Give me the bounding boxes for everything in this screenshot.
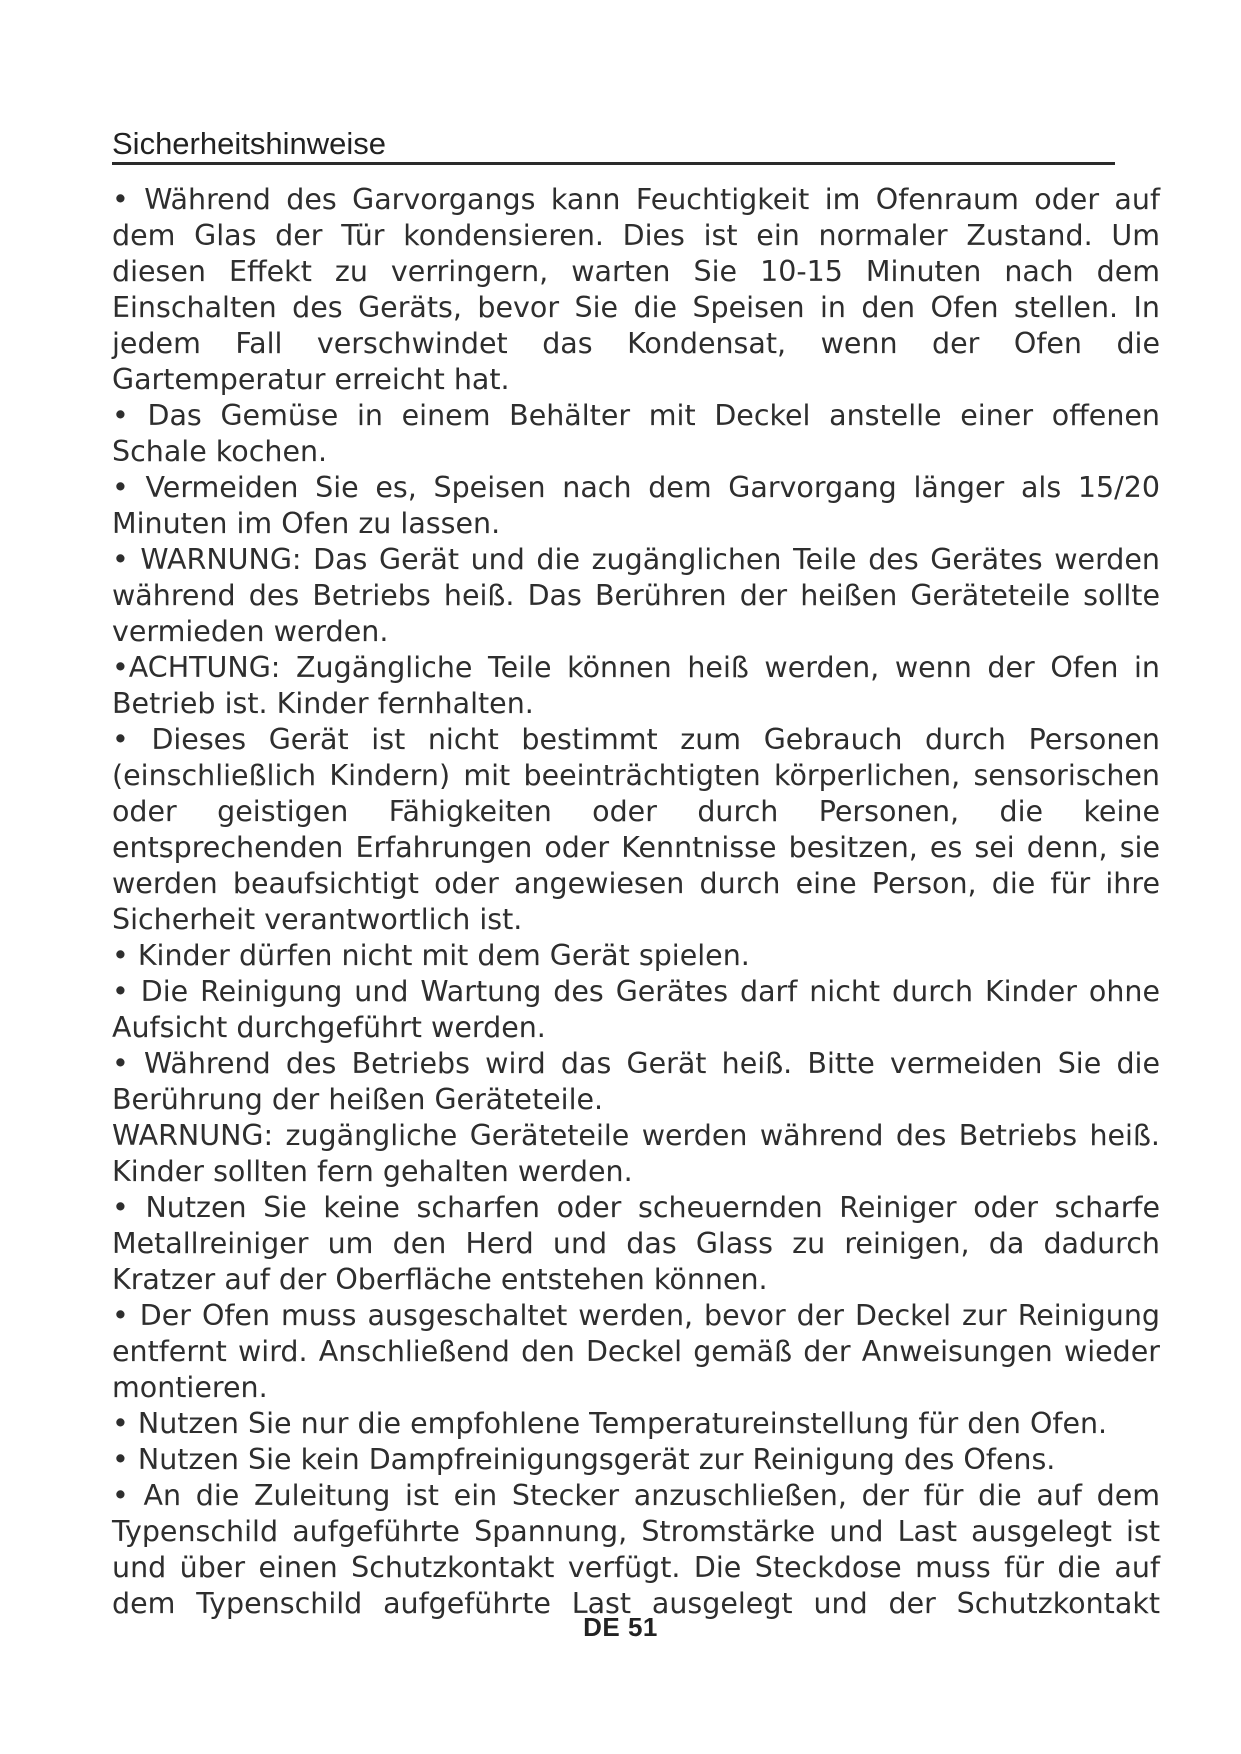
- page-number: DE 51: [583, 1612, 658, 1642]
- paragraph-children-play: • Kinder dürfen nicht mit dem Gerät spielen.: [112, 939, 750, 972]
- paragraph-leftover-food: • Vermeiden Sie es, Speisen nach dem Garvorgang länger als 15/20 Minuten im Ofen zu lassen.: [112, 471, 1160, 540]
- section-header: [112, 126, 1115, 168]
- safety-instructions: [112, 182, 1160, 1622]
- paragraph-temperature-setting: • Nutzen Sie nur die empfohlene Temperatureinstellung für den Ofen.: [112, 1407, 1108, 1440]
- paragraph-warning-accessible-parts: WARNUNG: zugängliche Geräteteile werden während des Betriebs heiß. Kinder sollten fern gehalten werden.: [112, 1119, 1160, 1188]
- paragraph-warning-hot-parts: • WARNUNG: Das Gerät und die zugänglichen Teile des Gerätes werden während des Betriebs heiß. Das Berühren der heißen Geräteteile sollte vermieden werden.: [112, 543, 1160, 648]
- paragraph-cleaning-agents: • Nutzen Sie keine scharfen oder scheuernden Reiniger oder scharfe Metallreiniger um den Herd und das Glass zu reinigen, da dadurch Kratzer auf der Oberfläche entstehen können.: [112, 1191, 1160, 1296]
- paragraph-condensation: • Während des Garvorgangs kann Feuchtigkeit im Ofenraum oder auf dem Glas der Tür kondensieren. Dies ist ein normaler Zustand. Um diesen Effekt zu verringern, warten Sie 10-15 Minuten nach dem Einschalten des Geräts, bevor Sie die Speisen in den Ofen stellen. In jedem Fall verschwindet das Kondensat, wenn der Ofen die Gartemperatur erreicht hat.: [112, 183, 1160, 396]
- section-title: Sicherheitshinweise: [112, 126, 386, 161]
- paragraph-cleaning-supervision: • Die Reinigung und Wartung des Gerätes darf nicht durch Kinder ohne Aufsicht durchgeführt werden.: [112, 975, 1160, 1044]
- paragraph-attention-children: •ACHTUNG: Zugängliche Teile können heiß werden, wenn der Ofen in Betrieb ist. Kinder fernhalten.: [112, 651, 1160, 720]
- paragraph-device-hot: • Während des Betriebs wird das Gerät heiß. Bitte vermeiden Sie die Berührung der heißen Geräteteile.: [112, 1047, 1160, 1116]
- paragraph-no-steam-cleaner: • Nutzen Sie kein Dampfreinigungsgerät zur Reinigung des Ofens.: [112, 1443, 1056, 1476]
- page-footer: [0, 1612, 1241, 1642]
- title-underline: [112, 162, 1115, 165]
- paragraph-restricted-persons: • Dieses Gerät ist nicht bestimmt zum Gebrauch durch Personen (einschließlich Kindern) mit beeinträchtigten körperlichen, sensorischen oder geistigen Fähigkeiten oder durch Personen, die keine entsprechenden Erfahrungen oder Kenntnisse besitzen, es sei denn, sie werden beaufsichtigt oder angewiesen durch eine Person, die für ihre Sicherheit verantwortlich ist.: [112, 723, 1160, 936]
- paragraph-power-plug: • An die Zuleitung ist ein Stecker anzuschließen, der für die auf dem Typenschild aufgeführte Spannung, Stromstärke und Last ausgelegt ist und über einen Schutzkontakt verfügt. Die Steckdose muss für die auf dem Typenschild aufgeführte Last ausgelegt und der Schutzkontakt: [112, 1479, 1160, 1620]
- paragraph-vegetables: • Das Gemüse in einem Behälter mit Deckel anstelle einer offenen Schale kochen.: [112, 399, 1160, 468]
- paragraph-switch-off-before-cleaning: • Der Ofen muss ausgeschaltet werden, bevor der Deckel zur Reinigung entfernt wird. Anschließend den Deckel gemäß der Anweisungen wieder montieren.: [112, 1299, 1160, 1404]
